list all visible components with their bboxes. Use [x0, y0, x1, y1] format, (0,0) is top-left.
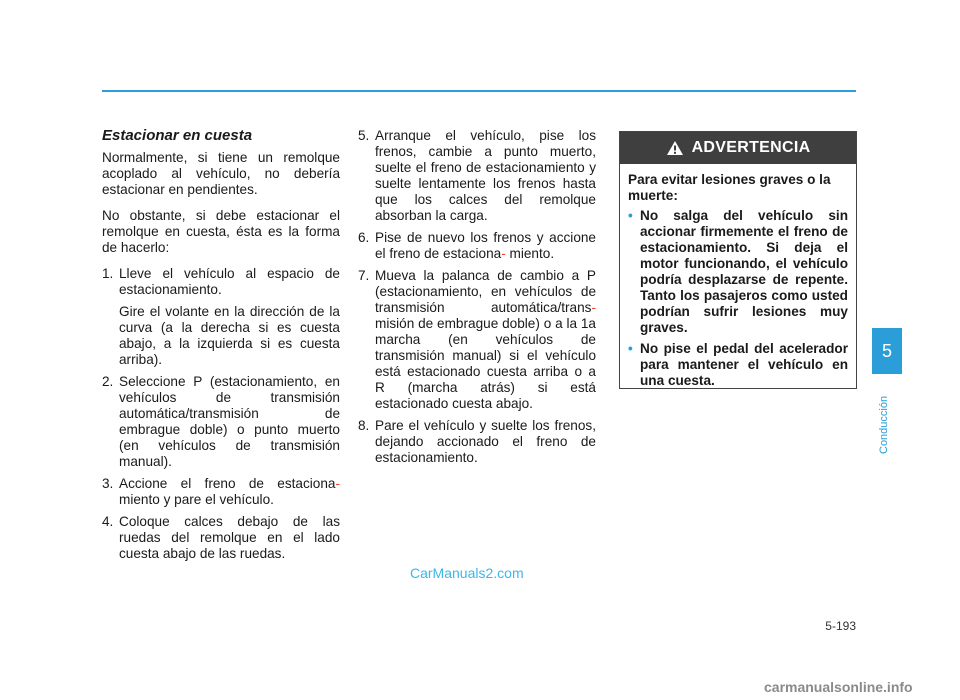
warning-item-text: No salga del vehículo sin accionar firmemente el freno de estacionamiento. Si deja el motor funcionando, el vehículo podría desplazarse de repente. Tanto los pasajeros como usted podrían sufrir lesiones muy graves.: [640, 208, 848, 335]
step-text-continued: misión de embrague doble) o a la 1a marcha (en vehículos de transmisión manual) si el vehículo está estacionado cuesta arriba o a R (marcha atrás) si está estacionado cuesta abajo.: [375, 316, 596, 411]
step-number: 4.: [102, 514, 114, 529]
chapter-label: Conducción: [878, 395, 890, 454]
list-item: [102, 514, 340, 562]
step-text: Arranque el vehículo, pise los frenos, cambie a punto muerto, suelte el freno de estacionamiento y suelte lentamente los frenos hasta que los calces del remolque absorban la carga.: [375, 128, 596, 223]
step-number: 3.: [102, 476, 114, 491]
step-number: 6.: [358, 230, 370, 245]
step-number: 1.: [102, 266, 114, 281]
warning-box: [619, 131, 857, 389]
bullet-icon: •: [628, 208, 633, 223]
hyphen-mark: -: [501, 246, 506, 261]
step-extra-text: Gire el volante en la dirección de la curva (a la derecha si es cuesta abajo, a la izquierda si es cuesta arriba).: [119, 304, 340, 367]
warning-intro: Para evitar lesiones graves o la muerte:: [628, 172, 831, 203]
paragraph-intro: Normalmente, si tiene un remolque acoplado al vehículo, no debería estacionar en pendientes.: [102, 150, 340, 197]
list-item: [358, 418, 596, 466]
warning-list: [628, 208, 848, 389]
list-item: [102, 374, 340, 470]
list-item: [358, 268, 596, 412]
bullet-icon: •: [628, 341, 633, 356]
step-text: Accione el freno de estaciona: [119, 476, 336, 491]
left-column: [102, 128, 340, 568]
footer-watermark: carmanualsonline.info: [764, 679, 913, 695]
step-text: Seleccione P (estacionamiento, en vehículos de transmisión automática/transmisión de embrague doble) o punto muerto (en vehículos de transmisión manual).: [119, 374, 340, 469]
hyphen-mark: -: [335, 476, 340, 491]
step-number: 8.: [358, 418, 370, 433]
step-text: Mueva la palanca de cambio a P (estacionamiento, en vehículos de transmisión automática/trans: [375, 268, 596, 315]
hyphen-mark: -: [591, 300, 596, 315]
warning-header: [620, 132, 856, 164]
step-number: 2.: [102, 374, 114, 389]
list-item: [358, 128, 596, 224]
list-item: [102, 266, 340, 368]
step-text: Lleve el vehículo al espacio de estacionamiento.: [119, 266, 340, 297]
list-item: [102, 476, 340, 508]
warning-body: [620, 164, 856, 389]
paragraph-instructions: No obstante, si debe estacionar el remolque en cuesta, ésta es la forma de hacerlo:: [102, 208, 340, 255]
warning-item: [628, 341, 848, 389]
warning-item: [628, 208, 848, 336]
step-number: 5.: [358, 128, 370, 143]
header-rule: [102, 90, 856, 92]
steps-list-left: [102, 266, 340, 562]
warning-item-text: No pise el pedal del acelerador para mantener el vehículo en una cuesta.: [640, 341, 848, 388]
watermark: CarManuals2.com: [410, 565, 524, 581]
step-number: 7.: [358, 268, 370, 283]
step-text: Coloque calces debajo de las ruedas del remolque en el lado cuesta abajo de las ruedas.: [119, 514, 340, 561]
step-text: Pare el vehículo y suelte los frenos, dejando accionado el freno de estacionamiento.: [375, 418, 596, 465]
middle-column: [358, 128, 596, 472]
list-item: [358, 230, 596, 262]
step-text-continued: miento y pare el vehículo.: [119, 492, 274, 507]
step-text: Pise de nuevo los frenos y accione el freno de estaciona: [375, 230, 596, 261]
page-number: 5-193: [825, 619, 856, 633]
chapter-tab: 5: [872, 328, 902, 374]
steps-list-middle: [358, 128, 596, 466]
warning-triangle-icon: [666, 140, 684, 156]
section-title: Estacionar en cuesta: [102, 127, 253, 144]
warning-title: ADVERTENCIA: [691, 139, 811, 156]
step-text-continued: miento.: [509, 246, 555, 261]
